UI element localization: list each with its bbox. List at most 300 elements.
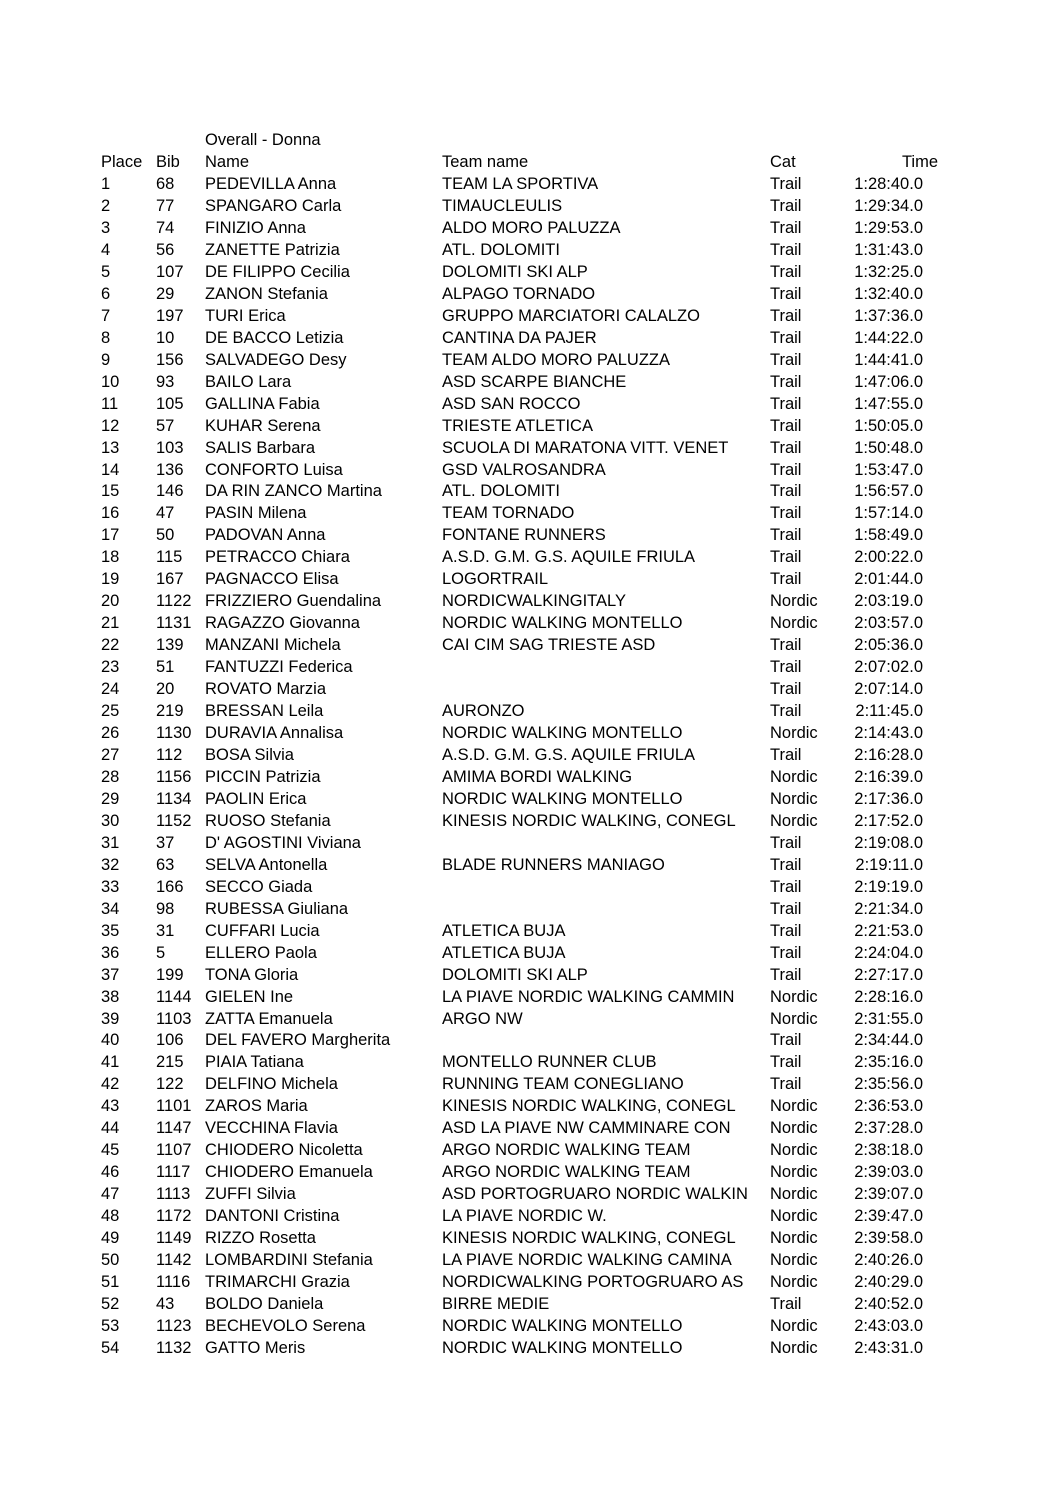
cell-place: 3	[101, 218, 111, 237]
table-row	[0, 744, 1058, 766]
cell-bib: 47	[156, 504, 175, 523]
cell-bib: 219	[156, 702, 184, 720]
cell-time: 1:47:06.0	[854, 372, 923, 391]
cell-time: 1:47:55.0	[854, 394, 923, 413]
table-row	[0, 1073, 1058, 1095]
cell-team: BLADE RUNNERS MANIAGO	[442, 855, 665, 874]
cell-place: 45	[101, 1141, 120, 1160]
cell-time: 2:28:16.0	[854, 987, 923, 1006]
cell-bib: 37	[156, 833, 175, 852]
cell-team: TRIESTE ATLETICA	[442, 416, 593, 435]
section-title-line	[0, 129, 1058, 151]
cell-time: 2:40:29.0	[854, 1273, 923, 1291]
table-row	[0, 1315, 1058, 1337]
cell-name: FINIZIO Anna	[205, 218, 306, 237]
cell-time: 2:40:26.0	[854, 1251, 923, 1269]
table-row	[0, 920, 1058, 942]
cell-name: PASIN Milena	[205, 504, 307, 523]
cell-team: KINESIS NORDIC WALKING, CONEGL	[442, 1229, 736, 1248]
cell-cat: Trail	[770, 921, 802, 940]
cell-cat: Trail	[770, 482, 802, 501]
cell-name: GALLINA Fabia	[205, 394, 320, 413]
table-row	[0, 173, 1058, 195]
table-row	[0, 1117, 1058, 1139]
cell-place: 34	[101, 899, 120, 918]
cell-name: VECCHINA Flavia	[205, 1119, 338, 1138]
cell-place: 13	[101, 438, 120, 457]
cell-time: 2:21:34.0	[854, 899, 923, 918]
cell-name: BECHEVOLO Serena	[205, 1316, 366, 1335]
cell-name: BRESSAN Leila	[205, 702, 324, 720]
table-row	[0, 590, 1058, 612]
cell-bib: 167	[156, 570, 184, 589]
cell-place: 7	[101, 306, 111, 325]
table-row	[0, 524, 1058, 546]
cell-time: 2:16:39.0	[854, 767, 923, 786]
cell-bib: 43	[156, 1295, 175, 1313]
cell-name: GATTO Meris	[205, 1338, 306, 1357]
cell-name: FRIZZIERO Guendalina	[205, 592, 382, 611]
cell-team: ATLETICA BUJA	[442, 921, 566, 940]
cell-time: 2:37:28.0	[854, 1119, 923, 1138]
table-row	[0, 656, 1058, 678]
cell-name: BOLDO Daniela	[205, 1295, 324, 1313]
cell-bib: 112	[156, 746, 183, 764]
cell-place: 31	[101, 833, 120, 852]
table-row	[0, 195, 1058, 217]
cell-team: TEAM ALDO MORO PALUZZA	[442, 350, 670, 369]
cell-place: 43	[101, 1097, 120, 1116]
cell-time: 2:03:57.0	[854, 614, 923, 633]
cell-bib: 146	[156, 482, 184, 501]
table-row	[0, 1337, 1058, 1359]
cell-cat: Trail	[770, 438, 802, 457]
cell-cat: Trail	[770, 175, 802, 193]
cell-name: MANZANI Michela	[205, 636, 341, 655]
cell-place: 22	[101, 636, 120, 655]
cell-time: 1:32:25.0	[854, 262, 923, 281]
cell-bib: 1156	[156, 767, 192, 786]
cell-name: BAILO Lara	[205, 372, 292, 391]
cell-place: 37	[101, 965, 120, 984]
cell-cat: Nordic	[770, 614, 818, 633]
cell-time: 1:56:57.0	[854, 482, 923, 501]
cell-time: 2:39:03.0	[854, 1163, 923, 1182]
cell-name: PICCIN Patrizia	[205, 767, 321, 786]
cell-time: 1:57:14.0	[854, 504, 923, 523]
cell-place: 5	[101, 262, 111, 281]
table-row	[0, 1293, 1058, 1315]
table-row	[0, 349, 1058, 371]
cell-bib: 20	[156, 680, 175, 699]
cell-time: 2:21:53.0	[854, 921, 923, 940]
cell-team: CANTINA DA PAJER	[442, 328, 597, 347]
table-row	[0, 678, 1058, 700]
cell-bib: 1144	[156, 987, 192, 1006]
cell-bib: 1123	[156, 1316, 192, 1335]
cell-team: ARGO NORDIC WALKING TEAM	[442, 1141, 691, 1160]
cell-bib: 1134	[156, 789, 192, 808]
cell-time: 2:36:53.0	[854, 1097, 923, 1116]
cell-time: 2:14:43.0	[854, 724, 923, 742]
cell-name: CHIODERO Nicoletta	[205, 1141, 363, 1160]
cell-bib: 50	[156, 526, 175, 545]
table-row	[0, 546, 1058, 568]
cell-bib: 1101	[156, 1097, 192, 1116]
table-row	[0, 634, 1058, 656]
cell-place: 27	[101, 746, 120, 764]
cell-team: A.S.D. G.M. G.S. AQUILE FRIULA	[442, 746, 696, 764]
cell-time: 2:35:56.0	[854, 1075, 923, 1094]
cell-bib: 1116	[156, 1273, 191, 1291]
cell-bib: 1130	[156, 724, 192, 742]
cell-time: 1:44:22.0	[854, 328, 923, 347]
cell-time: 2:24:04.0	[854, 943, 923, 962]
cell-name: ZAROS Maria	[205, 1097, 308, 1116]
cell-place: 28	[101, 767, 120, 786]
header-bib: Bib	[156, 153, 180, 171]
table-row	[0, 459, 1058, 481]
table-row	[0, 986, 1058, 1008]
cell-cat: Nordic	[770, 724, 818, 742]
cell-name: SALVADEGO Desy	[205, 350, 347, 369]
cell-name: DURAVIA Annalisa	[205, 724, 344, 742]
cell-bib: 103	[156, 438, 184, 457]
cell-time: 2:11:45.0	[855, 702, 923, 720]
cell-place: 46	[101, 1163, 120, 1182]
table-row	[0, 1139, 1058, 1161]
cell-cat: Trail	[770, 965, 802, 984]
cell-place: 19	[101, 570, 120, 589]
cell-place: 32	[101, 855, 120, 874]
cell-cat: Nordic	[770, 767, 818, 786]
cell-team: FONTANE RUNNERS	[442, 526, 606, 545]
cell-place: 23	[101, 658, 120, 677]
cell-team: TEAM LA SPORTIVA	[442, 175, 599, 193]
cell-time: 1:53:47.0	[854, 460, 923, 479]
cell-team: LA PIAVE NORDIC WALKING CAMINA	[442, 1251, 732, 1269]
table-row	[0, 283, 1058, 305]
cell-bib: 1152	[156, 811, 192, 830]
cell-time: 2:39:47.0	[854, 1207, 923, 1226]
cell-place: 41	[101, 1053, 120, 1072]
table-row	[0, 1249, 1058, 1271]
cell-cat: Trail	[770, 240, 802, 259]
cell-bib: 5	[156, 943, 166, 962]
cell-name: DE BACCO Letizia	[205, 328, 344, 347]
cell-place: 20	[101, 592, 120, 611]
cell-time: 2:43:03.0	[854, 1316, 923, 1335]
cell-name: ZATTA Emanuela	[205, 1009, 333, 1028]
cell-team: NORDIC WALKING MONTELLO	[442, 614, 683, 633]
cell-place: 30	[101, 811, 120, 830]
cell-name: CUFFARI Lucia	[205, 921, 320, 940]
cell-bib: 106	[156, 1031, 184, 1050]
cell-cat: Trail	[770, 570, 802, 589]
cell-time: 2:31:55.0	[854, 1009, 923, 1028]
cell-cat: Nordic	[770, 1207, 818, 1226]
cell-cat: Nordic	[770, 592, 818, 611]
cell-cat: Trail	[770, 262, 802, 281]
table-row	[0, 1183, 1058, 1205]
table-row	[0, 568, 1058, 590]
cell-name: FANTUZZI Federica	[205, 658, 353, 677]
table-row	[0, 854, 1058, 876]
cell-team: AURONZO	[442, 702, 525, 720]
cell-bib: 56	[156, 240, 175, 259]
cell-team: DOLOMITI SKI ALP	[442, 965, 588, 984]
cell-name: TRIMARCHI Grazia	[205, 1273, 350, 1291]
cell-name: PIAIA Tatiana	[205, 1053, 304, 1072]
cell-time: 2:39:58.0	[854, 1229, 923, 1248]
table-row	[0, 239, 1058, 261]
table-row	[0, 964, 1058, 986]
cell-place: 15	[101, 482, 120, 501]
cell-place: 47	[101, 1185, 120, 1204]
cell-time: 2:17:52.0	[854, 811, 923, 830]
cell-time: 1:31:43.0	[854, 240, 923, 259]
cell-name: KUHAR Serena	[205, 416, 321, 435]
cell-time: 2:07:02.0	[854, 658, 923, 677]
cell-name: TURI Erica	[205, 306, 286, 325]
cell-name: PEDEVILLA Anna	[205, 175, 337, 193]
table-row	[0, 1029, 1058, 1051]
cell-team: NORDIC WALKING MONTELLO	[442, 1316, 683, 1335]
cell-team: ALDO MORO PALUZZA	[442, 218, 621, 237]
cell-bib: 93	[156, 372, 175, 391]
cell-cat: Trail	[770, 350, 802, 369]
cell-cat: Nordic	[770, 1251, 818, 1269]
table-row	[0, 415, 1058, 437]
cell-name: PADOVAN Anna	[205, 526, 326, 545]
table-row	[0, 612, 1058, 634]
table-row	[0, 393, 1058, 415]
cell-bib: 57	[156, 416, 175, 435]
section-title: Overall - Donna	[205, 131, 321, 149]
cell-place: 35	[101, 921, 120, 940]
table-row	[0, 788, 1058, 810]
cell-team: ASD PORTOGRUARO NORDIC WALKIN	[442, 1185, 748, 1204]
cell-cat: Nordic	[770, 1316, 818, 1335]
cell-place: 51	[101, 1273, 120, 1291]
cell-cat: Trail	[770, 416, 802, 435]
cell-place: 49	[101, 1229, 120, 1248]
header-name: Name	[205, 153, 250, 171]
cell-place: 44	[101, 1119, 120, 1138]
cell-cat: Nordic	[770, 1338, 818, 1357]
cell-bib: 1132	[156, 1338, 192, 1357]
table-row	[0, 1051, 1058, 1073]
table-row	[0, 1205, 1058, 1227]
cell-team: NORDIC WALKING MONTELLO	[442, 724, 683, 742]
cell-team: ATL. DOLOMITI	[442, 482, 560, 501]
cell-cat: Trail	[770, 460, 802, 479]
cell-place: 24	[101, 680, 120, 699]
cell-time: 1:29:53.0	[854, 218, 923, 237]
cell-bib: 1142	[156, 1251, 192, 1269]
table-row	[0, 1271, 1058, 1293]
cell-name: RUOSO Stefania	[205, 811, 331, 830]
cell-team: LOGORTRAIL	[442, 570, 549, 589]
table-row	[0, 766, 1058, 788]
cell-bib: 1147	[156, 1119, 192, 1138]
table-row	[0, 832, 1058, 854]
column-header-row	[0, 151, 1058, 173]
cell-cat: Trail	[770, 943, 802, 962]
cell-name: RAGAZZO Giovanna	[205, 614, 360, 633]
cell-name: GIELEN Ine	[205, 987, 294, 1006]
cell-team: DOLOMITI SKI ALP	[442, 262, 588, 281]
cell-place: 48	[101, 1207, 120, 1226]
cell-place: 26	[101, 724, 120, 742]
table-row	[0, 876, 1058, 898]
cell-bib: 1149	[156, 1229, 192, 1248]
cell-bib: 63	[156, 855, 175, 874]
cell-bib: 122	[156, 1075, 184, 1094]
cell-name: CONFORTO Luisa	[205, 460, 343, 479]
cell-cat: Trail	[770, 746, 802, 764]
cell-team: SCUOLA DI MARATONA VITT. VENET	[442, 438, 729, 457]
cell-team: NORDIC WALKING MONTELLO	[442, 789, 683, 808]
cell-name: ELLERO Paola	[205, 943, 317, 962]
cell-cat: Nordic	[770, 1141, 818, 1160]
cell-team: AMIMA BORDI WALKING	[442, 767, 633, 786]
cell-name: ZANON Stefania	[205, 284, 328, 303]
cell-name: DELFINO Michela	[205, 1075, 338, 1094]
table-row	[0, 1095, 1058, 1117]
table-row	[0, 1227, 1058, 1249]
cell-team: KINESIS NORDIC WALKING, CONEGL	[442, 1097, 736, 1116]
table-row	[0, 898, 1058, 920]
cell-place: 17	[101, 526, 120, 545]
cell-time: 2:19:08.0	[854, 833, 923, 852]
cell-cat: Trail	[770, 504, 802, 523]
table-row	[0, 722, 1058, 744]
table-row	[0, 942, 1058, 964]
cell-team: BIRRE MEDIE	[442, 1295, 550, 1313]
cell-team: TIMAUCLEULIS	[442, 197, 563, 215]
cell-place: 52	[101, 1295, 120, 1313]
cell-team: ATLETICA BUJA	[442, 943, 566, 962]
cell-time: 1:29:34.0	[854, 197, 923, 215]
cell-bib: 77	[156, 197, 175, 215]
cell-cat: Trail	[770, 1031, 802, 1050]
cell-place: 12	[101, 416, 120, 435]
cell-name: LOMBARDINI Stefania	[205, 1251, 373, 1269]
cell-place: 16	[101, 504, 120, 523]
cell-bib: 115	[156, 548, 183, 567]
cell-bib: 1122	[156, 592, 192, 611]
cell-place: 54	[101, 1338, 120, 1357]
header-cat: Cat	[770, 153, 796, 171]
cell-cat: Trail	[770, 1075, 802, 1094]
cell-bib: 98	[156, 899, 175, 918]
cell-place: 2	[101, 197, 111, 215]
cell-cat: Trail	[770, 636, 802, 655]
cell-place: 21	[101, 614, 120, 633]
cell-team: MONTELLO RUNNER CLUB	[442, 1053, 657, 1072]
cell-name: PAOLIN Erica	[205, 789, 307, 808]
cell-bib: 156	[156, 350, 184, 369]
cell-place: 36	[101, 943, 120, 962]
cell-time: 1:50:48.0	[854, 438, 923, 457]
cell-team: NORDICWALKINGITALY	[442, 592, 626, 611]
cell-cat: Trail	[770, 394, 802, 413]
cell-bib: 1107	[156, 1141, 192, 1160]
table-row	[0, 371, 1058, 393]
table-row	[0, 1008, 1058, 1030]
cell-name: PAGNACCO Elisa	[205, 570, 339, 589]
cell-cat: Trail	[770, 197, 802, 215]
cell-name: DE FILIPPO Cecilia	[205, 262, 350, 281]
cell-place: 14	[101, 460, 120, 479]
cell-cat: Trail	[770, 899, 802, 918]
cell-team: ARGO NW	[442, 1009, 523, 1028]
cell-bib: 51	[156, 658, 175, 677]
cell-time: 2:43:31.0	[854, 1338, 923, 1357]
cell-bib: 105	[156, 394, 184, 413]
cell-name: DANTONI Cristina	[205, 1207, 340, 1226]
cell-time: 2:17:36.0	[854, 789, 923, 808]
cell-name: DEL FAVERO Margherita	[205, 1031, 391, 1050]
table-row	[0, 437, 1058, 459]
cell-name: ZANETTE Patrizia	[205, 240, 340, 259]
cell-team: ASD SAN ROCCO	[442, 394, 581, 413]
cell-team: TEAM TORNADO	[442, 504, 575, 523]
cell-bib: 1117	[156, 1163, 191, 1182]
cell-bib: 136	[156, 460, 184, 479]
cell-place: 9	[101, 350, 111, 369]
cell-time: 2:01:44.0	[854, 570, 923, 589]
cell-team: LA PIAVE NORDIC WALKING CAMMIN	[442, 987, 735, 1006]
table-row	[0, 217, 1058, 239]
cell-time: 2:16:28.0	[854, 746, 923, 764]
cell-bib: 166	[156, 877, 184, 896]
cell-cat: Trail	[770, 306, 802, 325]
cell-bib: 197	[156, 306, 184, 325]
cell-place: 42	[101, 1075, 120, 1094]
header-time: Time	[901, 153, 938, 171]
header-place: Place	[101, 153, 143, 171]
cell-cat: Trail	[770, 372, 802, 391]
cell-team: NORDICWALKING PORTOGRUARO AS	[442, 1273, 744, 1291]
cell-cat: Nordic	[770, 1185, 818, 1204]
cell-name: D' AGOSTINI Viviana	[205, 833, 361, 852]
cell-name: SELVA Antonella	[205, 855, 328, 874]
cell-name: SECCO Giada	[205, 877, 313, 896]
cell-cat: Trail	[770, 328, 802, 347]
cell-bib: 107	[156, 262, 184, 281]
cell-place: 50	[101, 1251, 120, 1269]
cell-team: ASD LA PIAVE NW CAMMINARE CON	[442, 1119, 731, 1138]
cell-team: GRUPPO MARCIATORI CALALZO	[442, 306, 700, 325]
cell-name: DA RIN ZANCO Martina	[205, 482, 382, 501]
cell-time: 1:58:49.0	[854, 526, 923, 545]
cell-cat: Trail	[770, 833, 802, 852]
header-team: Team name	[442, 153, 529, 171]
cell-time: 2:00:22.0	[854, 548, 923, 567]
cell-bib: 1131	[156, 614, 192, 633]
cell-time: 2:34:44.0	[854, 1031, 923, 1050]
cell-team: GSD VALROSANDRA	[442, 460, 606, 479]
cell-time: 2:19:11.0	[855, 855, 923, 874]
cell-cat: Trail	[770, 284, 802, 303]
cell-bib: 139	[156, 636, 184, 655]
cell-time: 1:32:40.0	[854, 284, 923, 303]
cell-time: 1:37:36.0	[854, 306, 923, 325]
cell-bib: 29	[156, 284, 175, 303]
cell-team: LA PIAVE NORDIC W.	[442, 1207, 607, 1226]
